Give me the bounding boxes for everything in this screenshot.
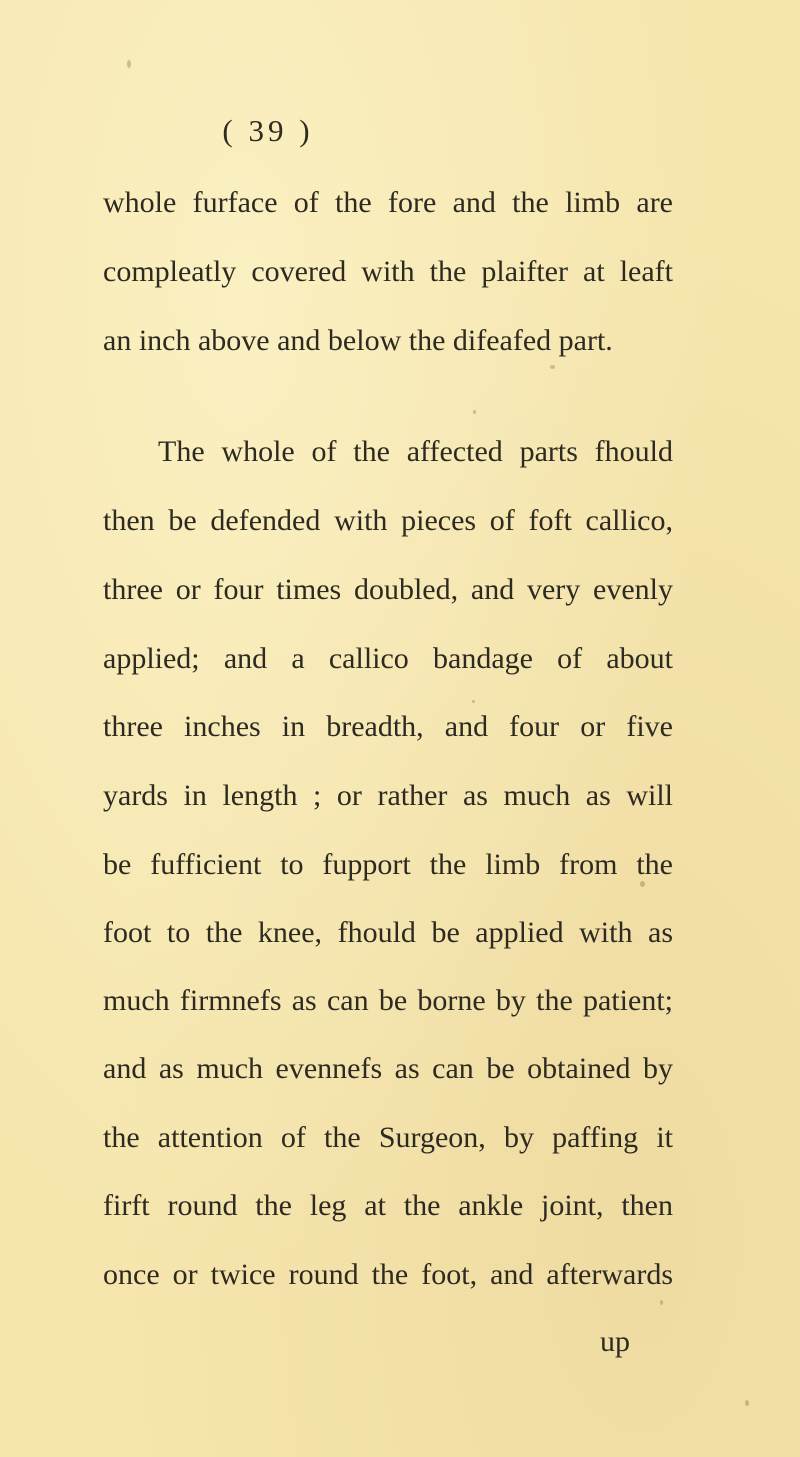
text-line-12: much firmnefs as can be borne by the patient; — [103, 984, 673, 1017]
text-line-1: whole furface of the fore and the limb are — [103, 186, 673, 219]
text-line-11: foot to the knee, fhould be applied with as — [103, 916, 673, 949]
text-line-2: compleatly covered with the plaifter at leaft — [103, 255, 673, 288]
text-line-16: once or twice round the foot, and afterwards — [103, 1258, 673, 1291]
text-line-7: applied; and a callico bandage of about — [103, 642, 673, 675]
text-line-5: then be defended with pieces of foft callico, — [103, 504, 673, 537]
paper-speck — [473, 410, 476, 414]
text-line-3: an inch above and below the difeafed part. — [103, 324, 613, 357]
text-line-13: and as much evennefs as can be obtained by — [103, 1052, 673, 1085]
text-line-10: be fufficient to fupport the limb from the — [103, 848, 673, 881]
paper-speck — [472, 700, 475, 703]
text-line-14: the attention of the Surgeon, by paffing it — [103, 1121, 673, 1154]
page-number: ( 39 ) — [222, 113, 314, 148]
paper-speck — [550, 365, 555, 369]
paper-speck — [127, 60, 131, 68]
text-line-9: yards in length ; or rather as much as will — [103, 779, 673, 812]
catchword: up — [600, 1325, 630, 1358]
paper-speck — [640, 881, 645, 887]
paper-speck — [660, 1300, 663, 1305]
paper-speck — [745, 1400, 749, 1406]
text-line-8: three inches in breadth, and four or five — [103, 710, 673, 743]
text-line-4: The whole of the affected parts fhould — [158, 435, 673, 468]
text-line-15: firft round the leg at the ankle joint, then — [103, 1189, 673, 1222]
text-line-6: three or four times doubled, and very evenly — [103, 573, 673, 606]
